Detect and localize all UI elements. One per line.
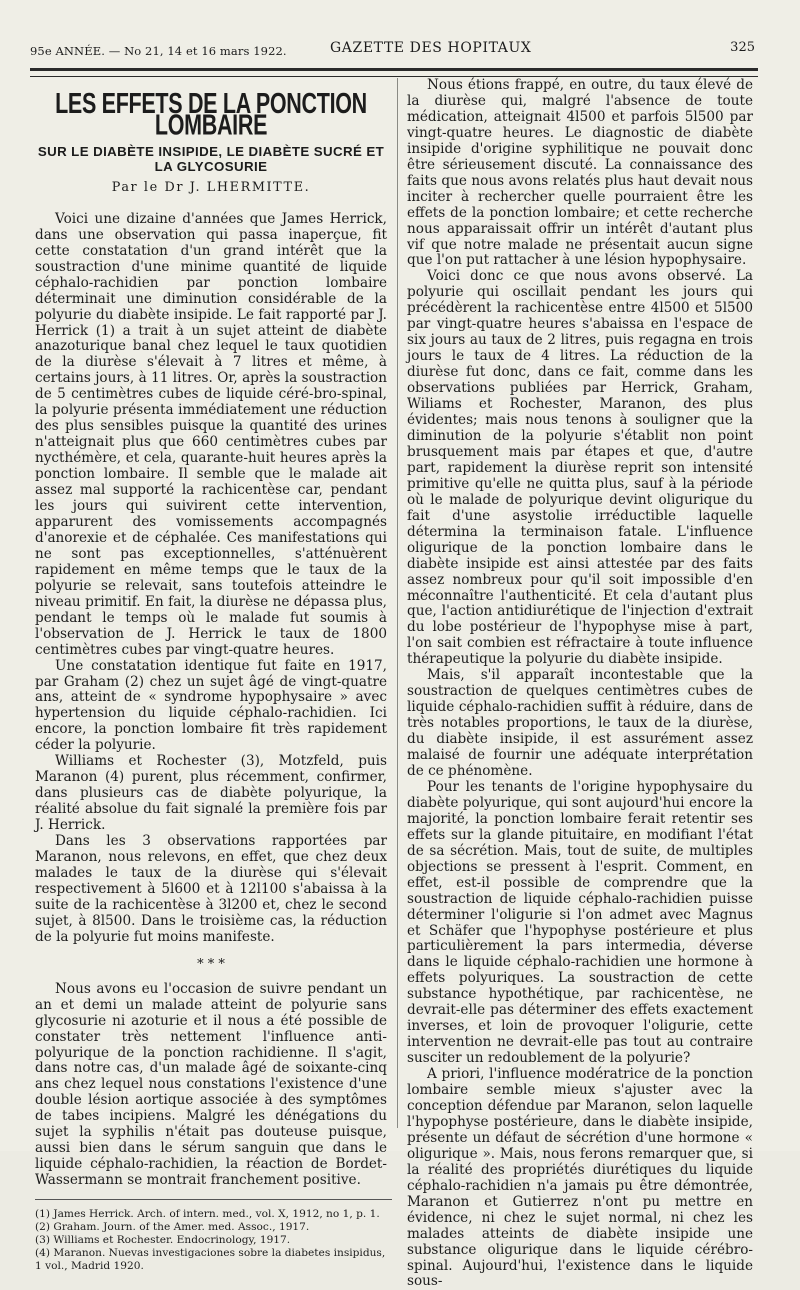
page-number: 325 [730,40,755,55]
paragraph: Williams et Rochester (3), Motzfeld, puis Maranon (4) purent, plus récemment, confirmer, dans plusieurs cas de diabète polyurique, la réalité absolue du fait signalé la première fois par J. Herrick. [35,753,387,834]
article-subtitle: SUR LE DIABÈTE INSIPIDE, LE DIABÈTE SUCRÉ ET LA GLYCOSURIE [37,143,385,174]
paragraph: Pour les tenants de l'origine hypophysaire du diabète polyurique, qui sont aujourd'hui encore la majorité, la ponction lombaire ferait retentir ses effets sur la glande pituitaire, en modifiant l'état de sa sécrétion. Mais, tout de suite, de multiples objections se pressent à l'esprit. Comment, en effet, est-il possible de comprendre que la soustraction de liquide céphalo-rachidien puisse déterminer l'oligurie si l'on admet avec Magnus et Schäfer que l'hypophyse postérieure et plus particulièrement la pars intermedia, déverse dans le liquide céphalo-rachidien une hormone à effets polyuriques. La soustraction de cette substance hypothétique, par rachicentèse, ne devrait-elle pas déterminer des effets exactement inverses, et loin de provoquer l'oligurie, cette intervention ne devrait-elle pas tout au contraire susciter un redoublement de la polyurie? [407,778,753,1067]
footnote: (3) Williams et Rochester. Endocrinology, 1917. [35,1234,291,1247]
paragraph: Dans les 3 observations rapportées par Maranon, nous relevons, en effet, que chez deux malades le taux de la diurèse qui s'élevait respectivement à 5l600 et à 12l100 s'abaissa à la suite de la rachicentèse à 3l200 et, chez le second sujet, à 8l500. Dans le troisième cas, la réduction de la polyurie fut moins manifeste. [35,833,387,945]
right-column [407,78,753,1290]
footnote: (4) Maranon. Nuevas investigaciones sobre la diabetes insipidus, 1 vol., Madrid 1920. [35,1247,386,1273]
paragraph: Nous avons eu l'occasion de suivre pendant un an et demi un malade atteint de polyurie sans glycosurie ni azoturie et il nous a été possible de constater très nettement l'influence anti-polyurique de la ponction rachidienne. Il s'agit, dans notre cas, d'un malade âgé de soixante-cinq ans chez lequel nous constations l'existence d'une double lésion aortique associée à des symptômes de tabes incipiens. Malgré les dénégations du sujet la syphilis n'était pas douteuse puisque, aussi bien dans le sérum sanguin que dans le liquide céphalo-rachidien, la réaction de Bordet-Wassermann se montrait franchement positive. [35,980,387,1189]
issue-info: 95e ANNÉE. — No 21, 14 et 16 mars 1922. [30,44,287,58]
header-rule [30,68,758,77]
paragraph: Mais, s'il apparaît incontestable que la soustraction de quelques centimètres cubes de liquide céphalo-rachidien suffit à réduire, dans de très notables proportions, le taux de la diurèse, du diabète insipide, il est assurément assez malaisé de fournir une adéquate interprétation de ce phénomène. [407,667,753,779]
paragraph: Une constatation identique fut faite en 1917, par Graham (2) chez un sujet âgé de vingt-quatre ans, atteint de « syndrome hypophysaire » avec hypertension du liquide céphalo-rachidien. Ici encore, la ponction lombaire fit très rapidement céder la polyurie. [35,657,387,754]
journal-title: GAZETTE DES HOPITAUX [330,40,532,56]
footnote-rule [35,1199,392,1200]
running-header [30,40,755,60]
article-byline: Par le Dr J. LHERMITTE. [111,179,311,195]
paragraph: Voici une dizaine d'années que James Herrick, dans une observation qui passa inaperçue, fit cette constatation d'un grand intérêt que la soustraction d'une minime quantité de liquide céphalo-rachidien par ponction lombaire déterminait une diminution considérable de la polyurie du diabète insipide. Le fait rapporté par J. Herrick (1) a trait à un sujet atteint de diabète anazoturique banal chez lequel le taux quotidien de la diurèse s'élevait à 7 litres et même, à certains jours, à 11 litres. Or, après la soustraction de 5 centimètres cubes de liquide céré-bro-spinal, la polyurie présenta immédiatement une réduction des plus sensibles puisque la quantité des urines n'atteignait plus que 660 centimètres cubes par nycthémère, et cela, quarante-huit heures après la ponction lombaire. Il semble que le malade ait assez mal supporté la rachicentèse car, pendant les jours qui suivirent cette intervention, apparurent des vomissements accompagnés d'anorexie et de céphalée. Ces manifestations qui ne sont pas exceptionnelles, s'atténuèrent rapidement en même temps que le taux de la polyurie se relevait, sans toutefois atteindre le niveau primitif. En fait, la diurèse ne dépassa plus, pendant le temps où le malade fut soumis à l'observation de J. Herrick le taux de 1800 centimètres cubes par vingt-quatre heures. [35,210,387,658]
paragraph: Nous étions frappé, en outre, du taux élevé de la diurèse qui, malgré l'absence de toute médication, atteignait 4l500 et parfois 5l500 par vingt-quatre heures. Le diagnostic de diabète insipide d'origine syphilitique ne pouvait donc être sérieusement discuté. La connaissance des faits que nous avons relatés plus haut devait nous inciter à rechercher quelle pourraient être les effets de la ponction lombaire; et cette recherche nous apparaissait offrir un intérêt d'autant plus vif que notre malade ne présentait aucun signe que l'on put rattacher à une lésion hypophysaire. [407,77,753,269]
column-divider [397,78,398,1128]
section-separator: * * * [197,956,225,972]
footnote: (2) Graham. Journ. of the Amer. med. Assoc., 1917. [35,1221,310,1234]
article-title: LES EFFETS DE LA PONCTION LOMBAIRE [55,87,367,142]
footnotes [35,1208,387,1273]
paragraph: Voici donc ce que nous avons observé. La polyurie qui oscillait pendant les jours qui précédèrent la rachicentèse entre 4l500 et 5l500 par vingt-quatre heures s'abaissa en l'espace de six jours au taux de 2 litres, puis regagna en trois jours le taux de 4 litres. La réduction de la diurèse fut donc, dans ce fait, comme dans les observations publiées par Herrick, Graham, Wiliams et Rochester, Maranon, des plus évidentes; mais nous tenons à souligner que la diminution de la polyurie s'établit non point brusquement mais par étapes et que, d'autre part, rapidement la diurèse reprit son intensité primitive qu'elle ne quitta plus, sauf à la période où le malade de polyurique devint oligurique du fait d'une asystolie irréductible laquelle détermina la terminaison fatale. L'influence oligurique de la ponction lombaire dans le diabète insipide est ainsi attestée par des faits assez nombreux pour qu'il soit impossible d'en méconnaître l'authenticité. Et cela d'autant plus que, l'action antidiurétique de l'injection d'extrait du lobe postérieur de l'hypophyse mise à part, l'on sait combien est réfractaire à toute influence thérapeutique la polyurie du diabète insipide. [407,268,753,668]
paragraph: A priori, l'influence modératrice de la ponction lombaire semble mieux s'ajuster avec la conception défendue par Maranon, selon laquelle l'hypophyse postérieure, dans le diabète insipide, présente un défaut de sécrétion d'une hormone « oligurique ». Mais, nous ferons remarquer que, si la réalité des propriétés diurétiques du liquide céphalo-rachidien n'a jamais pu être démontrée, Maranon et Gutierrez n'ont pu mettre en évidence, ni chez le sujet normal, ni chez les malades atteints de diabète insipide une substance oligurique dans le liquide cérébro-spinal. Aujourd'hui, l'existence dans le liquide sous- [407,1066,753,1290]
footnote: (1) James Herrick. Arch. of intern. med., vol. X, 1912, no 1, p. 1. [35,1208,380,1221]
left-column [35,80,387,1273]
